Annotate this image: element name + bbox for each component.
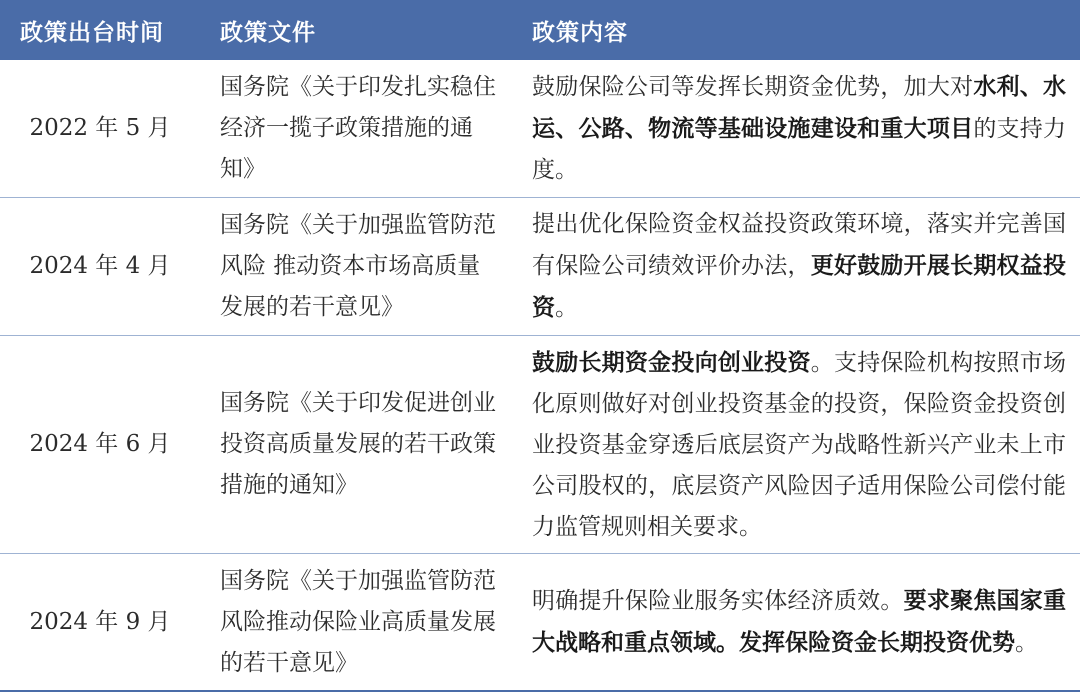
row-date: 2024 年 9 月 [29,608,171,635]
content-text: 明确提升保险业服务实体经济质效。 [532,588,904,614]
content-text-tail: 的支持力度。 [532,116,1067,183]
row-document: 国务院《关于加强监管防范风险推动保险业高质量发展的若干意见》 [220,567,496,676]
row-date: 2024 年 4 月 [29,253,171,279]
content-text-tail: 。 [555,295,578,321]
row-document: 国务院《关于印发扎实稳住经济一揽子政策措施的通知》 [220,74,496,182]
row-content [518,60,1080,198]
content-text: 。支持保险机构按照市场化原则做好对创业投资基金的投资，保险资金投资创业投资基金穿透后底层资产为战略性新兴产业未上市公司股权的，底层资产风险因子适用保险公司偿付能力监管规则相关要求。 [532,349,1067,540]
content-emphasis: 更好鼓励开展长期权益投资 [532,252,1067,321]
table-header [0,0,1080,60]
content-text: 鼓励保险公司等发挥长期资金优势，加大对 [532,74,974,100]
content-text-tail: 。 [1015,630,1038,656]
table-row [0,198,1080,336]
row-content [518,198,1080,336]
row-content [518,336,1080,554]
row-document: 国务院《关于印发促进创业投资高质量发展的若干政策措施的通知》 [220,390,496,498]
header-document: 政策文件 [200,0,518,60]
table-row [0,554,1080,692]
content-emphasis: 水利、水运、公路、物流等基础设施建设和重大项目 [532,73,1067,142]
content-emphasis: 要求聚焦国家重大战略和重点领域。发挥保险资金长期投资优势 [532,587,1067,656]
header-date: 政策出台时间 [0,0,200,60]
row-document: 国务院《关于加强监管防范风险 推动资本市场高质量发展的若干意见》 [220,212,496,320]
header-row [0,0,1080,60]
table-row [0,60,1080,198]
header-content: 政策内容 [518,0,1080,60]
row-date: 2024 年 6 月 [29,431,171,457]
content-text: 提出优化保险资金权益投资政策环境，落实并完善国有保险公司绩效评价办法， [532,211,1066,279]
table-row [0,336,1080,554]
content-emphasis: 鼓励长期资金投向创业投资 [532,348,811,376]
row-content [518,554,1080,692]
row-date: 2022 年 5 月 [29,115,171,141]
